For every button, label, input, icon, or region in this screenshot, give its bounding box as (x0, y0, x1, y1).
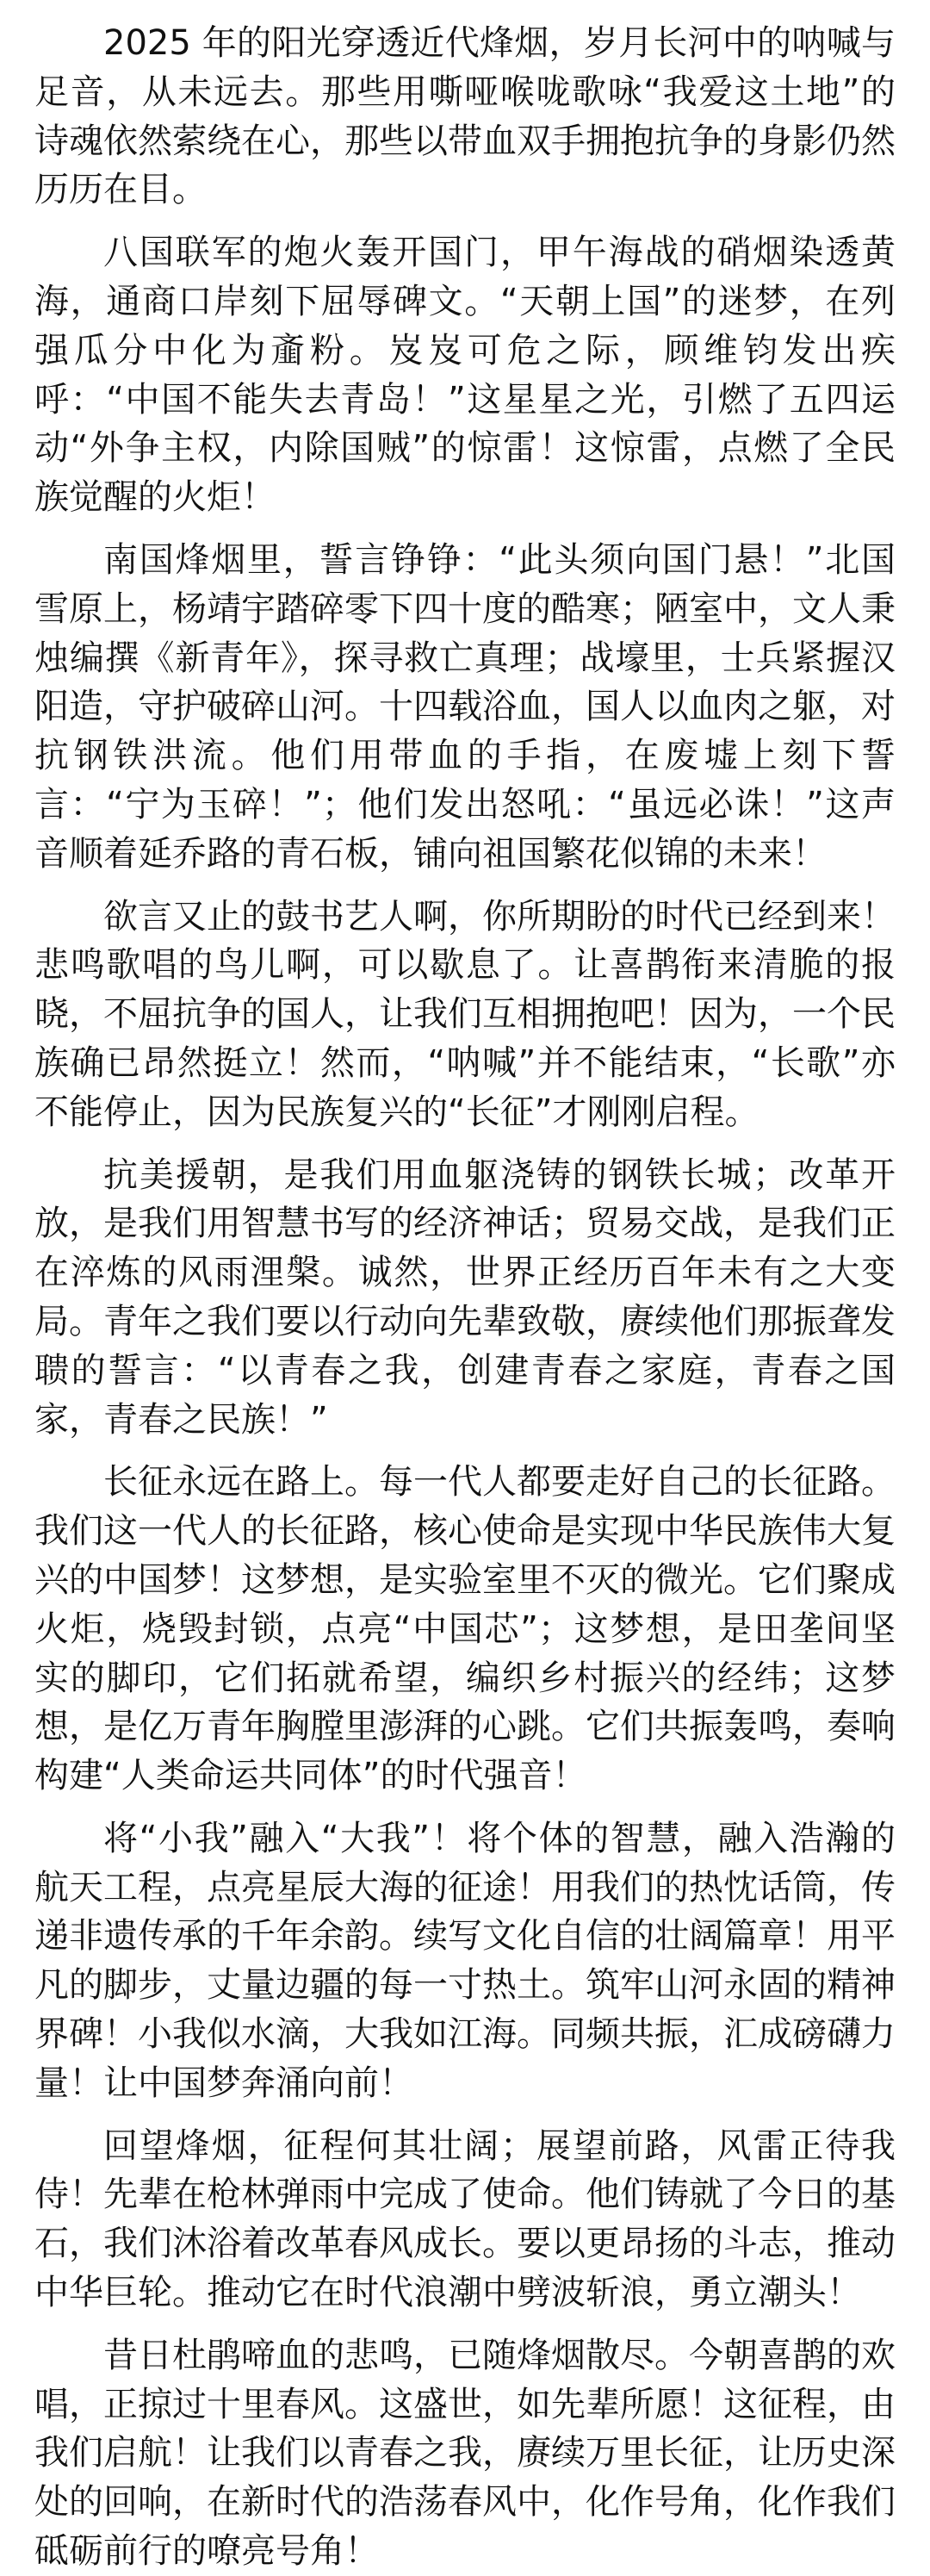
paragraph-8: 回望烽烟，征程何其壮阔；展望前路，风雷正待我侍！先辈在枪林弹雨中完成了使命。他们铸就了今日的基石，我们沐浴着改革春风成长。要以更昂扬的斗志，推动中华巨轮。推动它在时代浪潮中劈波斩浪，勇立潮头！ (34, 2125, 896, 2313)
paragraph-9: 昔日杜鹃啼血的悲鸣，已随烽烟散尽。今朝喜鹊的欢唱，正掠过十里春风。这盛世，如先辈所愿！这征程，由我们启航！让我们以青春之我，赓续万里长征，让历史深处的回响，在新时代的浩荡春风中，化作号角，化作我们砥砺前行的嘹亮号角！ (34, 2335, 896, 2572)
paragraph-6: 长征永远在路上。每一代人都要走好自己的长征路。我们这一代人的长征路，核心使命是实现中华民族伟大复兴的中国梦！这梦想，是实验室里不灭的微光。它们聚成火炬，烧毁封锁，点亮“中国芯”；这梦想，是田垄间坚实的脚印，它们拓就希望，编织乡村振兴的经纬；这梦想，是亿万青年胸膛里澎湃的心跳。它们共振轰鸣，奏响构建“人类命运共同体”的时代强音！ (34, 1462, 896, 1796)
paragraph-7: 将“小我”融入“大我”！将个体的智慧，融入浩瀚的航天工程，点亮星辰大海的征途！用我们的热忱话筒，传递非遗传承的千年余韵。续写文化自信的壮阔篇章！用平凡的脚步，丈量边疆的每一寸热土。筑牢山河永固的精神界碑！小我似水滴，大我如江海。同频共振，汇成磅礴力量！让中国梦奔涌向前！ (34, 1818, 896, 2103)
paragraph-2: 八国联军的炮火轰开国门，甲午海战的硝烟染透黄海，通商口岸刻下屈辱碑文。“天朝上国”的迷梦，在列强瓜分中化为齑粉。岌岌可危之际，顾维钧发出疾呼：“中国不能失去青岛！”这星星之光，引燃了五四运动“外争主权，内除国贼”的惊雷！这惊雷，点燃了全民族觉醒的火炬！ (34, 233, 896, 518)
paragraph-3: 南国烽烟里，誓言铮铮：“此头须向国门悬！”北国雪原上，杨靖宇踏碎零下四十度的酷寒；陋室中，文人秉烛编撰《新青年》，探寻救亡真理；战壕里，士兵紧握汉阳造，守护破碎山河。十四载浴血，国人以血肉之躯，对抗钢铁洪流。他们用带血的手指，在废墟上刻下誓言：“宁为玉碎！”；他们发出怒吼：“虽远必诛！”这声音顺着延乔路的青石板，铺向祖国繁花似锦的未来！ (34, 539, 896, 874)
paragraph-4: 欲言又止的鼓书艺人啊，你所期盼的时代已经到来！悲鸣歌唱的鸟儿啊，可以歇息了。让喜鹊衔来清脆的报晓，不屈抗争的国人，让我们互相拥抱吧！因为，一个民族确已昂然挺立！然而，“呐喊”并不能结束，“长歌”亦不能停止，因为民族复兴的“长征”才刚刚启程。 (34, 896, 896, 1132)
paragraph-5: 抗美援朝，是我们用血躯浇铸的钢铁长城；改革开放，是我们用智慧书写的经济神话；贸易交战，是我们正在淬炼的风雨浬槃。诚然，世界正经历百年未有之大变局。青年之我们要以行动向先辈致敬，赓续他们那振聋发聩的誓言：“以青春之我，创建青春之家庭，青春之国家，青春之民族！” (34, 1154, 896, 1440)
paragraph-1: 2025 年的阳光穿透近代烽烟，岁月长河中的呐喊与足音，从未远去。那些用嘶哑喉咙歌咏“我爱这土地”的诗魂依然萦绕在心，那些以带血双手拥抱抗争的身影仍然历历在目。 (34, 23, 896, 210)
